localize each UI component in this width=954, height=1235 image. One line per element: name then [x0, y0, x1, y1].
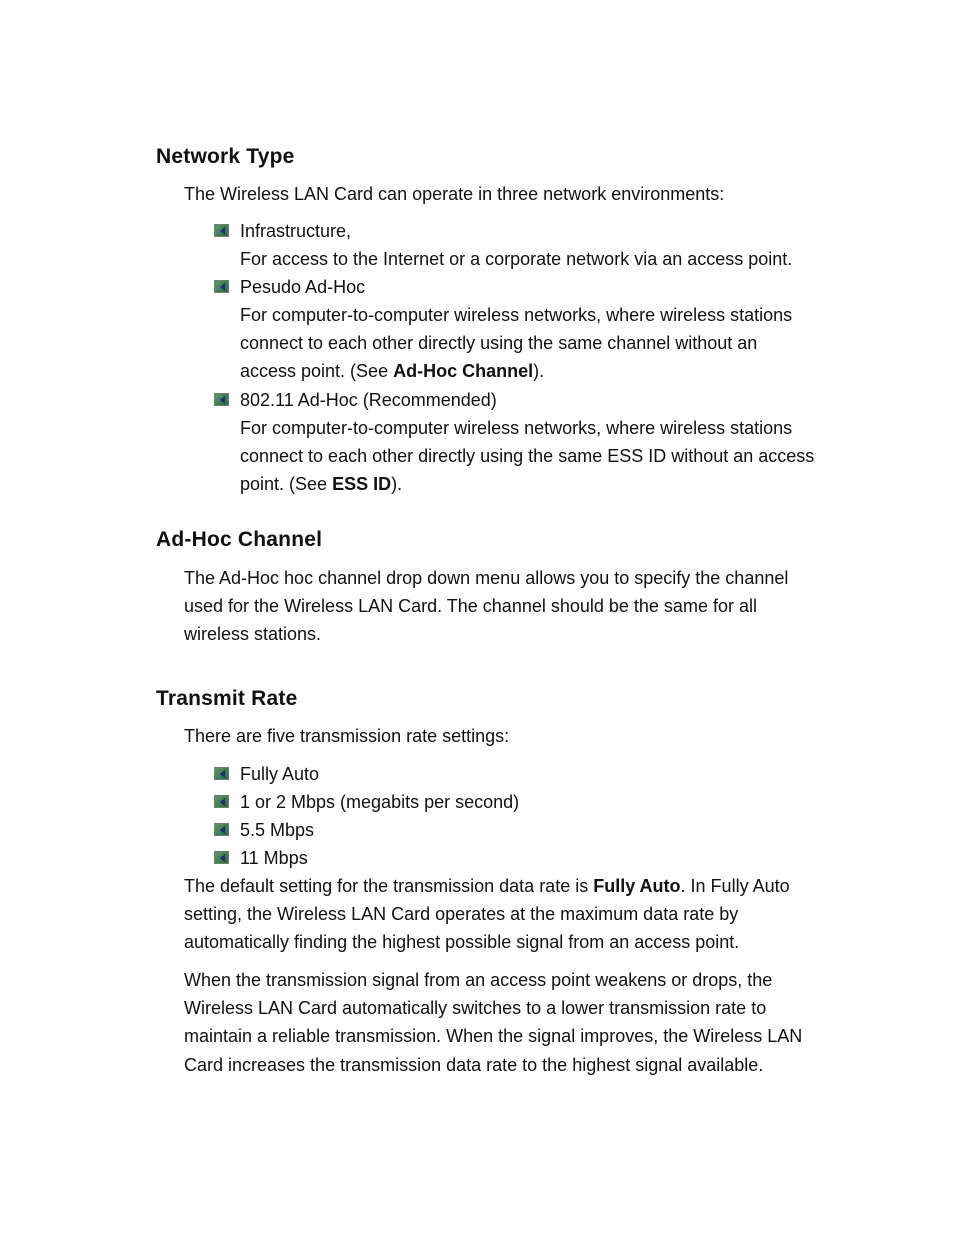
- rate-label: 5.5 Mbps: [240, 820, 315, 841]
- signal-paragraph: [184, 966, 864, 1079]
- paragraph-line: The Ad-Hoc hoc channel drop down menu allows you to specify the channel: [184, 568, 789, 588]
- paragraph-line: [184, 872, 864, 900]
- cross-ref-adhoc-channel: Ad-Hoc Channel: [393, 361, 534, 382]
- item-desc-line-last: [240, 470, 864, 498]
- paragraph-line: Wireless LAN Card automatically switches to a lower transmission rate to: [184, 998, 767, 1019]
- item-desc-line: For computer-to-computer wireless networks, where wireless stations: [240, 417, 793, 438]
- bold-fully-auto: Fully Auto: [593, 876, 681, 896]
- list-item-infrastructure: [214, 217, 864, 273]
- item-title: Infrastructure,: [240, 221, 352, 241]
- list-item-80211-adhoc: [214, 386, 864, 498]
- item-desc-line: connect to each other directly using the same channel without an: [240, 333, 758, 354]
- list-item-rate: [214, 844, 864, 872]
- heading-adhoc-channel: Ad-Hoc Channel: [156, 528, 323, 551]
- item-desc-line-last: [240, 357, 864, 385]
- cross-ref-ess-id: ESS ID: [332, 473, 392, 494]
- paragraph-line: When the transmission signal from an access point weakens or drops, the: [184, 970, 773, 990]
- bullet-square-icon: [214, 795, 229, 808]
- text-suffix: ).: [391, 473, 403, 494]
- rate-label: Fully Auto: [240, 764, 320, 784]
- item-desc-line: connect to each other directly using the same ESS ID without an access: [240, 445, 815, 466]
- rate-label: 1 or 2 Mbps (megabits per second): [240, 792, 520, 813]
- item-title: 802.11 Ad-Hoc (Recommended): [240, 389, 497, 410]
- text-prefix: The default setting for the transmission data rate is: [184, 876, 594, 896]
- item-desc-line: For access to the Internet or a corporate network via an access point.: [240, 249, 793, 270]
- text-prefix: point. (See: [240, 473, 333, 494]
- transmit-rate-list: [214, 760, 864, 872]
- paragraph-line: setting, the Wireless LAN Card operates at the maximum data rate by: [184, 904, 739, 925]
- paragraph-line: used for the Wireless LAN Card. The channel should be the same for all: [184, 596, 757, 617]
- item-desc-line: For computer-to-computer wireless networks, where wireless stations: [240, 305, 793, 326]
- text-prefix: access point. (See: [240, 361, 394, 382]
- network-type-intro: The Wireless LAN Card can operate in three network environments:: [184, 184, 725, 204]
- bullet-square-icon: [214, 767, 229, 780]
- adhoc-channel-paragraph: [184, 564, 864, 649]
- paragraph-line: Card increases the transmission data rate to the highest signal available.: [184, 1054, 764, 1075]
- paragraph-line: wireless stations.: [184, 624, 322, 645]
- default-rate-paragraph: [184, 872, 864, 957]
- list-item-rate: [214, 760, 864, 788]
- paragraph-line: maintain a reliable transmission. When the signal improves, the Wireless LAN: [184, 1026, 803, 1047]
- text-suffix: ).: [533, 361, 545, 382]
- bullet-square-icon: [214, 851, 229, 864]
- heading-transmit-rate: Transmit Rate: [156, 687, 298, 710]
- paragraph-line: automatically finding the highest possible signal from an access point.: [184, 932, 740, 953]
- list-item-rate: [214, 788, 864, 816]
- rate-label: 11 Mbps: [240, 848, 308, 869]
- list-item-rate: [214, 816, 864, 844]
- network-type-list: [214, 217, 864, 498]
- transmit-rate-intro: There are five transmission rate settings:: [184, 726, 510, 746]
- heading-network-type: Network Type: [156, 145, 295, 168]
- text-suffix: . In Fully Auto: [680, 876, 790, 896]
- bullet-square-icon: [214, 280, 229, 293]
- item-title: Pesudo Ad-Hoc: [240, 277, 366, 298]
- bullet-square-icon: [214, 224, 229, 237]
- bullet-square-icon: [214, 393, 229, 406]
- bullet-square-icon: [214, 823, 229, 836]
- list-item-pseudo-adhoc: [214, 273, 864, 385]
